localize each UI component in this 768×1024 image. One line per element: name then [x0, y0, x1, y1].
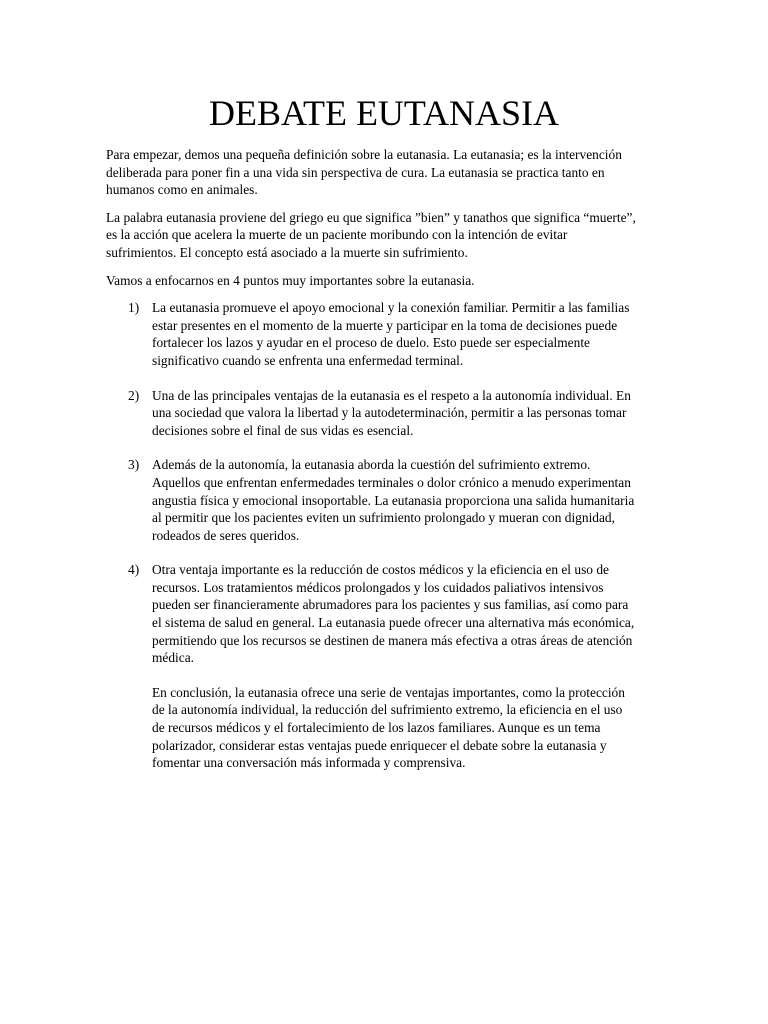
point-text: Además de la autonomía, la eutanasia aborda la cuestión del sufrimiento extremo. Aquellos que enfrentan enfermedades terminales o dolor crónico a menudo experimentan angustia física y emocional insoportable. La eutanasia proporciona una salida humanitaria al permitir que los pacientes eviten un sufrimiento prolongado y mueran con dignidad, rodeados de seres queridos.	[152, 457, 635, 543]
point-item-1	[106, 299, 636, 369]
point-text: Una de las principales ventajas de la eutanasia es el respeto a la autonomía individual. En una sociedad que valora la libertad y la autodeterminación, permitir a las personas tomar decisiones sobre el final de sus vidas es esencial.	[152, 387, 631, 438]
point-item-4	[106, 561, 636, 667]
point-number: 3)	[128, 457, 140, 473]
document-title: DEBATE EUTANASIA	[208, 93, 560, 133]
intro-paragraph-etymology: La palabra eutanasia proviene del griego eu que significa ”bien” y tanathos que significa “muerte”, es la acción que acelera la muerte de un paciente moribundo con la intención de evitar sufrimientos. El concepto está asociado a la muerte sin sufrimiento.	[106, 209, 636, 260]
point-item-2	[106, 387, 636, 440]
intro-paragraph-definition: Para empezar, demos una pequeña definición sobre la eutanasia. La eutanasia; es la intervención deliberada para poner fin a una vida sin perspectiva de cura. La eutanasia se practica tanto en humanos como en animales.	[106, 147, 622, 198]
points-list	[106, 299, 636, 667]
point-text: Otra ventaja importante es la reducción de costos médicos y la eficiencia en el uso de recursos. Los tratamientos médicos prolongados y los cuidados paliativos intensivos pueden ser financieramente abrumadores para los pacientes y sus familias, así como para el sistema de salud en general. La eutanasia puede ofrecer una alternativa más económica, permitiendo que los recursos se destinen de manera más efectiva a otras áreas de atención médica.	[152, 562, 635, 666]
point-item-3	[106, 456, 636, 544]
point-number: 4)	[128, 562, 140, 578]
document-body	[106, 146, 636, 772]
point-number: 1)	[128, 300, 140, 316]
point-text: La eutanasia promueve el apoyo emocional y la conexión familiar. Permitir a las familias estar presentes en el momento de la muerte y participar en la toma de decisiones puede fortalecer los lazos y ayudar en el proceso de duelo. Esto puede ser especialmente significativo cuando se enfrenta una enfermedad terminal.	[152, 300, 630, 368]
conclusion-paragraph: En conclusión, la eutanasia ofrece una serie de ventajas importantes, como la protección de la autonomía individual, la reducción del sufrimiento extremo, la eficiencia en el uso de recursos médicos y el fortalecimiento de los lazos familiares. Aunque es un tema polarizador, considerar estas ventajas puede enriquecer el debate sobre la eutanasia y fomentar una conversación más informada y comprensiva.	[152, 684, 625, 771]
intro-paragraph-focus: Vamos a enfocarnos en 4 puntos muy importantes sobre la eutanasia.	[106, 272, 475, 288]
point-number: 2)	[128, 387, 140, 403]
